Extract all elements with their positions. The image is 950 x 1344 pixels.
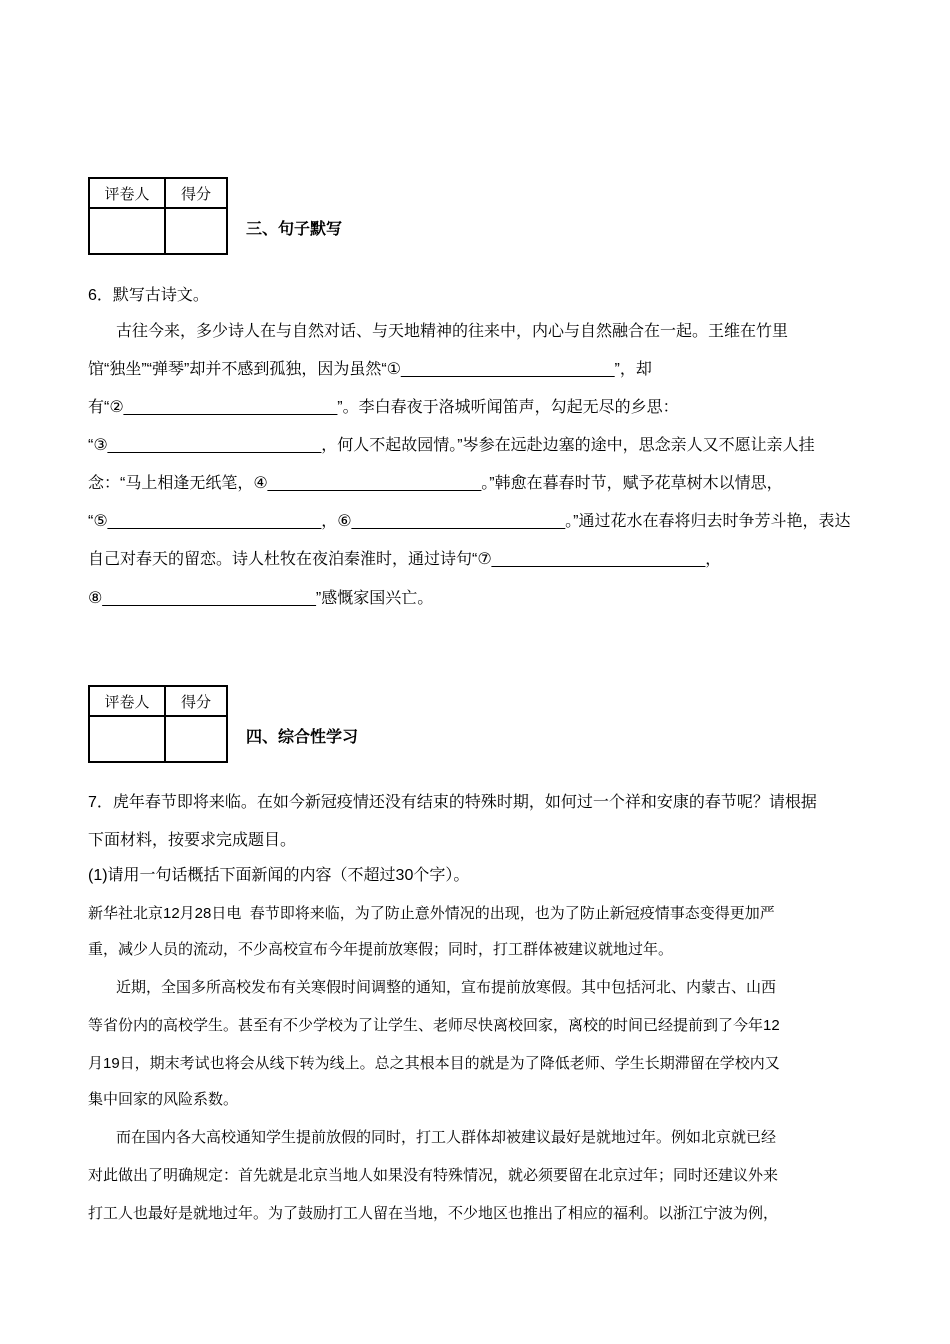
score-cell — [165, 716, 227, 762]
score-cell — [165, 208, 227, 254]
question-6-line: 馆“独坐”“弹琴”却并不感到孤独，因为虽然“①________________________”，却 — [88, 361, 652, 378]
reviewer-header: 评卷人 — [89, 686, 165, 716]
news-line: 集中回家的风险系数。 — [88, 1091, 239, 1108]
news-line: 打工人也最好是就地过年。为了鼓励打工人留在当地，不少地区也推出了相应的福利。以浙江宁波为例， — [88, 1205, 779, 1222]
section-title: 三、句子默写 — [246, 221, 343, 238]
news-line: 重，减少人员的流动，不少高校宣布今年提前放寒假；同时，打工群体被建议就地过年。 — [88, 941, 674, 958]
score-header: 得分 — [165, 686, 227, 716]
question-7-subquestion: (1)请用一句话概括下面新闻的内容（不超过30个字）。 — [88, 867, 470, 884]
news-line: 对此做出了明确规定：首先就是北京当地人如果没有特殊情况，就必须要留在北京过年；同时还建议外来 — [88, 1167, 779, 1184]
news-line: 等省份内的高校学生。甚至有不少学校为了让学生、老师尽快离校回家，离校的时间已经提前到了今年12 — [88, 1017, 780, 1034]
news-line: 新华社北京12月28日电 春节即将来临，为了防止意外情况的出现，也为了防止新冠疫情事态变得更加严 — [88, 905, 775, 922]
question-6-line: 念：“马上相逢无纸笔，④________________________。”韩愈在暮春时节，赋予花草树木以情思， — [88, 475, 783, 492]
question-6-line: “⑤________________________，⑥________________________。”通过花水在春将归去时争芳斗艳，表达 — [88, 513, 851, 530]
section-title: 四、综合性学习 — [246, 729, 359, 746]
reviewer-header: 评卷人 — [89, 178, 165, 208]
question-6-title: 6．默写古诗文。 — [88, 287, 209, 304]
news-line: 近期，全国多所高校发布有关寒假时间调整的通知，宣布提前放寒假。其中包括河北、内蒙古、山西 — [116, 979, 777, 996]
score-header: 得分 — [165, 178, 227, 208]
question-6-line: 有“②________________________”。李白春夜于洛城听闻笛声，勾起无尽的乡思： — [88, 399, 679, 416]
score-table-section3 — [88, 177, 228, 255]
question-6-line: 古往今来，多少诗人在与自然对话、与天地精神的往来中，内心与自然融合在一起。王维在竹里 — [116, 323, 789, 340]
reviewer-cell — [89, 208, 165, 254]
question-6-line: 自己对春天的留恋。诗人杜牧在夜泊秦淮时，通过诗句“⑦________________________， — [88, 551, 722, 568]
question-7-title: 7．虎年春节即将来临。在如今新冠疫情还没有结束的特殊时期，如何过一个祥和安康的春节呢？请根据 — [88, 794, 817, 811]
question-7-line: 下面材料，按要求完成题目。 — [88, 832, 297, 849]
score-table-section4 — [88, 685, 228, 763]
news-line: 而在国内各大高校通知学生提前放假的同时，打工人群体却被建议最好是就地过年。例如北京就已经 — [116, 1129, 777, 1146]
question-6-line: ⑧________________________”感慨家国兴亡。 — [88, 590, 434, 607]
reviewer-cell — [89, 716, 165, 762]
question-6-line: “③________________________，何人不起故园情。”岑参在远赴边塞的途中，思念亲人又不愿让亲人挂 — [88, 437, 815, 454]
news-line: 月19日，期末考试也将会从线下转为线上。总之其根本目的就是为了降低老师、学生长期滞留在学校内又 — [88, 1055, 780, 1072]
